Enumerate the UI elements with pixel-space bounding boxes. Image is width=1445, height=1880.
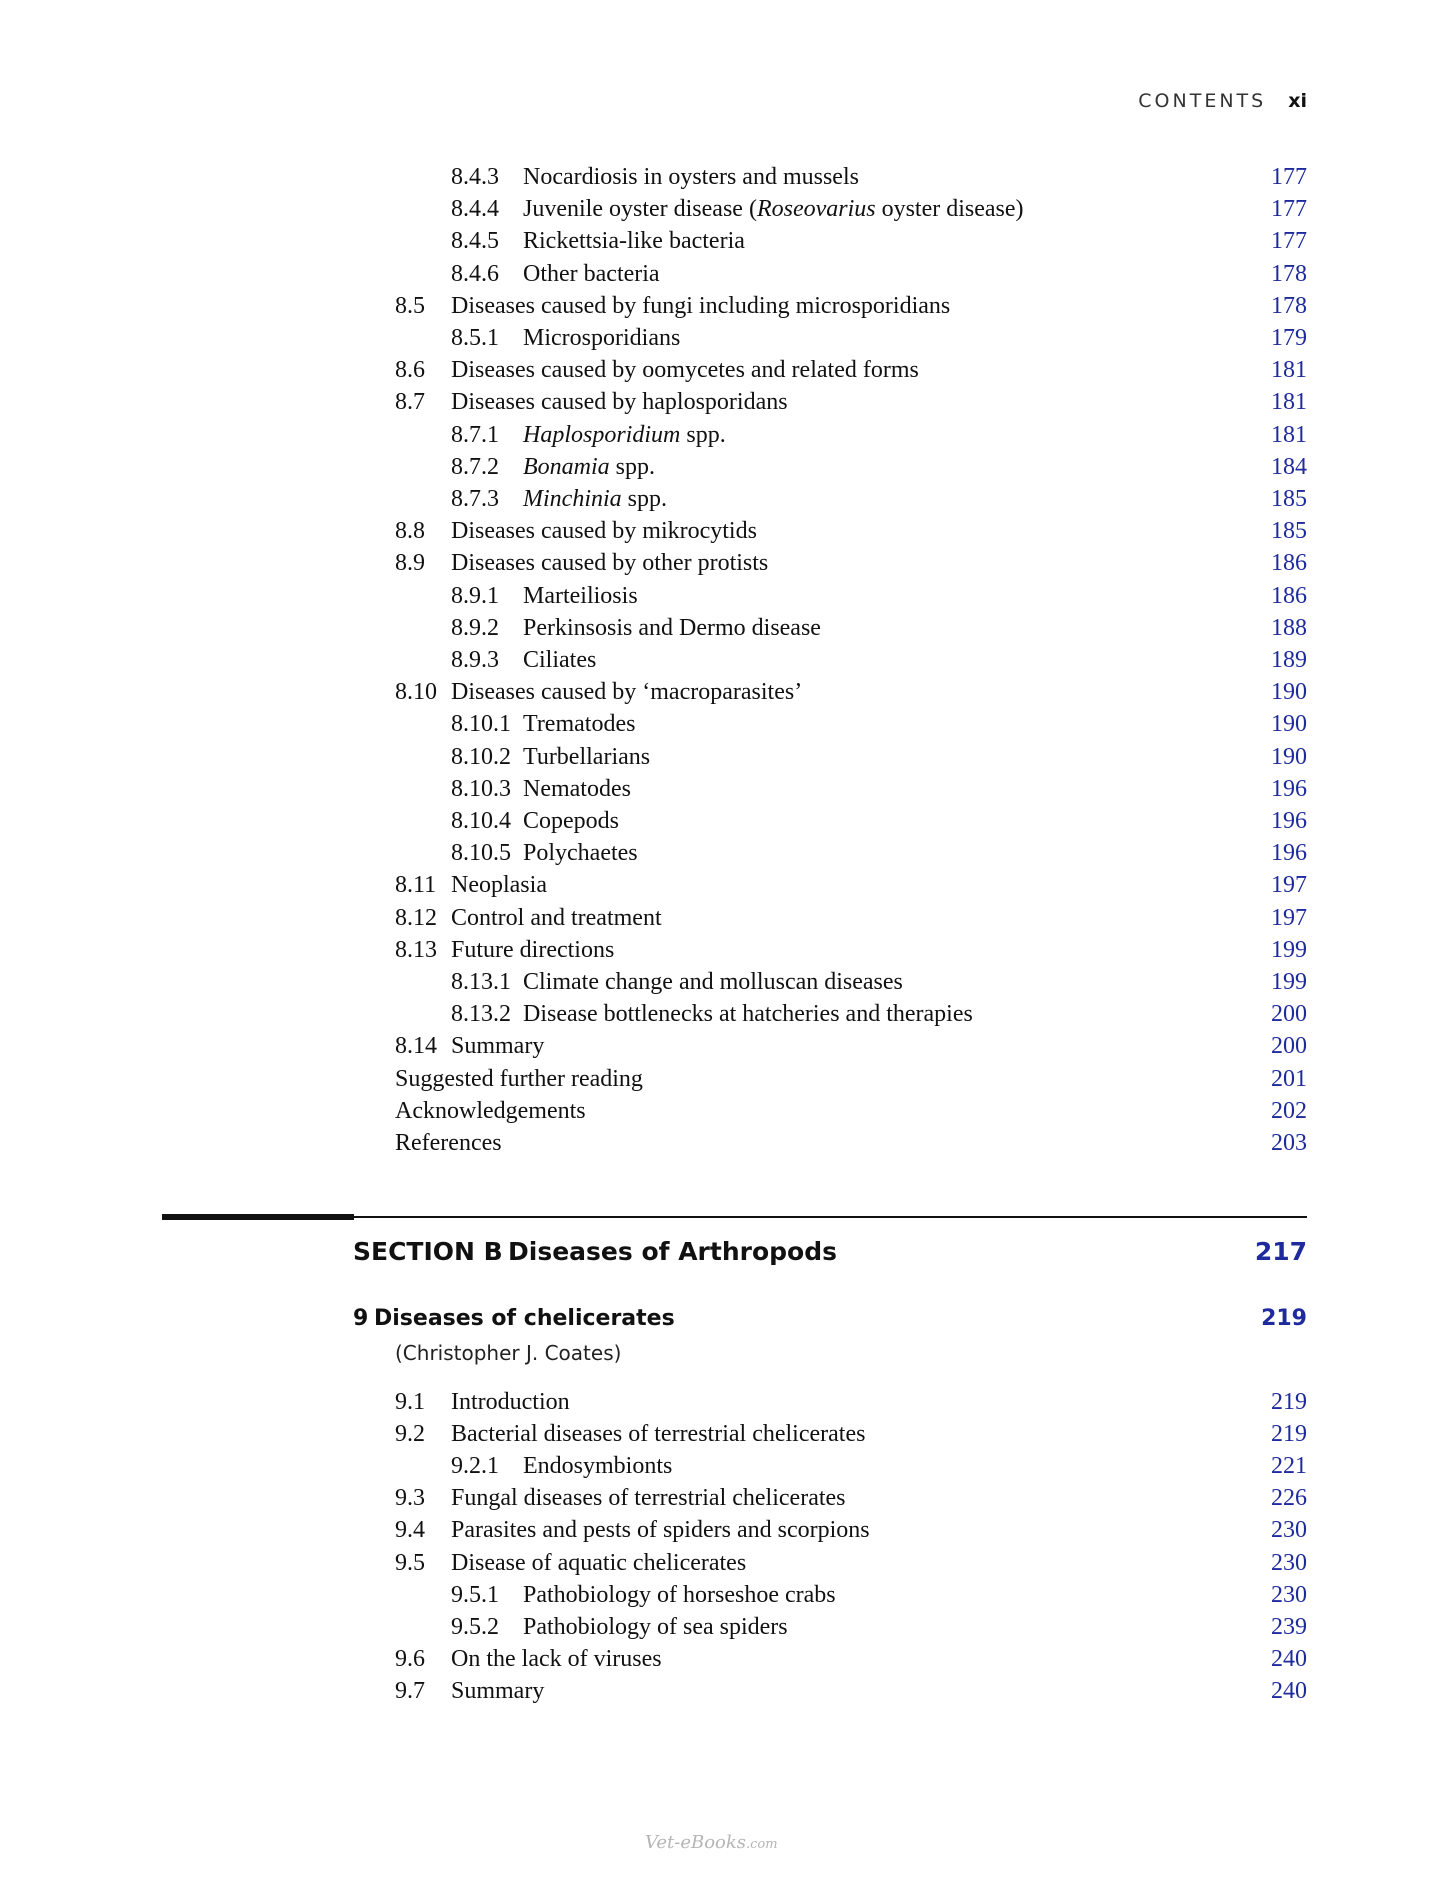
toc-entry[interactable] — [0, 805, 1445, 837]
toc-entry-number: 9.5.2 — [451, 1613, 499, 1640]
toc-entry-number: 8.10.5 — [451, 840, 511, 867]
toc-entry-page-number[interactable]: 200 — [1271, 1001, 1307, 1028]
toc-entry-title: Nocardiosis in oysters and mussels — [523, 164, 859, 190]
toc-entry-number: 8.10.2 — [451, 743, 511, 770]
toc-entry-number: 8.13 — [395, 936, 437, 963]
toc-entry-number: 9.2.1 — [451, 1453, 499, 1480]
toc-entry[interactable] — [0, 1450, 1445, 1482]
toc-entry-number: 8.7 — [395, 389, 425, 416]
toc-entry-number: 8.7.3 — [451, 486, 499, 512]
toc-entry-page-number[interactable]: 230 — [1271, 1549, 1307, 1576]
section-divider-thick — [162, 1214, 354, 1220]
section-divider — [352, 1216, 1307, 1218]
toc-entry[interactable] — [0, 1514, 1445, 1546]
toc-entry-page-number[interactable]: 196 — [1271, 808, 1307, 834]
toc-entry[interactable] — [0, 451, 1445, 483]
toc-entry-page-number[interactable]: 200 — [1271, 1033, 1307, 1060]
toc-entry[interactable] — [0, 644, 1445, 676]
toc-entry-number: 8.7.1 — [451, 421, 499, 448]
toc-entry-number: 8.4.3 — [451, 164, 499, 190]
toc-entry[interactable] — [0, 837, 1445, 869]
toc-entry-title: Summary — [451, 1677, 545, 1704]
toc-entry[interactable] — [0, 1063, 1445, 1095]
toc-entry-page-number[interactable]: 186 — [1271, 582, 1307, 609]
toc-entry-number: 9.6 — [395, 1645, 425, 1672]
toc-entry[interactable] — [0, 1643, 1445, 1675]
toc-entry-number: 9.3 — [395, 1485, 425, 1512]
toc-entry-title: Rickettsia-like bacteria — [523, 228, 745, 255]
watermark-logo — [645, 1832, 778, 1853]
toc-entry[interactable] — [0, 258, 1445, 290]
toc-entry-title: Turbellarians — [523, 743, 651, 770]
toc-entry-title: Pathobiology of sea spiders — [523, 1613, 788, 1640]
toc-entry-title: Copepods — [523, 808, 619, 834]
toc-entry-page-number[interactable]: 177 — [1271, 196, 1307, 223]
toc-entry-title: Introduction — [451, 1389, 570, 1415]
toc-entry-title: Parasites and pests of spiders and scorpions — [451, 1517, 870, 1544]
toc-entry-number: 8.7.2 — [451, 453, 499, 480]
toc-entry[interactable] — [0, 322, 1445, 354]
toc-entry-title: Diseases caused by other protists — [451, 550, 769, 577]
toc-entry-title: Microsporidians — [523, 325, 681, 351]
toc-entry-title: Marteiliosis — [523, 582, 638, 609]
toc-entry-number: 8.4.5 — [451, 228, 499, 255]
toc-entry-number: 8.9.3 — [451, 647, 499, 673]
toc-entry-number: 8.6 — [395, 357, 425, 384]
toc-entry-page-number[interactable]: 181 — [1271, 389, 1307, 416]
toc-entry[interactable] — [0, 1418, 1445, 1450]
toc-entry[interactable] — [0, 1675, 1445, 1707]
toc-entry[interactable] — [0, 547, 1445, 579]
toc-entry[interactable] — [0, 1095, 1445, 1127]
toc-entry[interactable] — [0, 1127, 1445, 1159]
toc-entry-number: 9.7 — [395, 1677, 425, 1704]
toc-entry-page-number[interactable]: 219 — [1271, 1389, 1307, 1415]
toc-entry-page-number[interactable]: 239 — [1271, 1613, 1307, 1640]
toc-entry[interactable] — [0, 225, 1445, 257]
running-head-label: CONTENTS — [1138, 90, 1267, 112]
toc-entry-page-number[interactable]: 184 — [1271, 453, 1307, 480]
toc-entry-page-number[interactable]: 201 — [1271, 1065, 1307, 1092]
toc-entry-title: Bacterial diseases of terrestrial chelicerates — [451, 1421, 866, 1448]
toc-entry[interactable] — [0, 1579, 1445, 1611]
toc-entry-number: 8.10.1 — [451, 711, 511, 738]
toc-entry-number: 8.9.2 — [451, 614, 499, 641]
toc-entry-title: Endosymbionts — [523, 1453, 673, 1480]
toc-entry-number: 8.5 — [395, 292, 425, 319]
toc-entry-number: 8.10 — [395, 679, 437, 706]
toc-entry-page-number[interactable]: 199 — [1271, 969, 1307, 995]
section-page-number[interactable]: 217 — [1254, 1237, 1307, 1266]
toc-entry[interactable] — [0, 773, 1445, 805]
toc-entry-number: 8.13.2 — [451, 1001, 511, 1028]
toc-entry-number: 8.10.3 — [451, 775, 511, 802]
toc-entry[interactable] — [0, 934, 1445, 966]
toc-entry-number: 8.12 — [395, 904, 437, 931]
toc-entry-page-number[interactable]: 226 — [1271, 1485, 1307, 1512]
toc-entry-page-number[interactable]: 240 — [1271, 1645, 1307, 1672]
toc-entry-page-number[interactable]: 196 — [1271, 840, 1307, 867]
toc-entry-page-number[interactable]: 221 — [1271, 1453, 1307, 1480]
toc-entry[interactable] — [0, 966, 1445, 998]
toc-entry-title: Diseases caused by haplosporidans — [451, 389, 788, 416]
toc-entry-number: 8.5.1 — [451, 325, 499, 351]
toc-entry-title: Diseases caused by mikrocytids — [451, 518, 757, 545]
toc-entry[interactable] — [0, 354, 1445, 386]
toc-entry-page-number[interactable]: 177 — [1271, 228, 1307, 255]
watermark-text: Vet-eBooks — [645, 1832, 747, 1853]
toc-entry-page-number[interactable]: 240 — [1271, 1677, 1307, 1704]
toc-entry[interactable] — [0, 708, 1445, 740]
toc-entry-number: 9.4 — [395, 1517, 425, 1544]
toc-entry-page-number[interactable]: 185 — [1271, 518, 1307, 545]
toc-entry-page-number[interactable]: 186 — [1271, 550, 1307, 577]
chapter-page-number[interactable]: 219 — [1261, 1306, 1307, 1331]
toc-entry-page-number[interactable]: 203 — [1271, 1130, 1307, 1156]
toc-entry-title: Minchinia spp. — [523, 486, 667, 512]
toc-entry-title: Disease bottlenecks at hatcheries and therapies — [523, 1001, 973, 1028]
toc-entry-number: 8.10.4 — [451, 808, 511, 834]
toc-entry[interactable] — [0, 161, 1445, 193]
toc-entry-title: Diseases caused by fungi including microsporidians — [451, 292, 951, 319]
toc-entry-title: Trematodes — [523, 711, 636, 738]
toc-entry-page-number[interactable]: 196 — [1271, 775, 1307, 802]
toc-entry[interactable] — [0, 193, 1445, 225]
toc-entry-number: 8.11 — [395, 872, 437, 899]
toc-entry-number: 8.14 — [395, 1033, 437, 1060]
toc-entry[interactable] — [0, 580, 1445, 612]
toc-entry[interactable] — [0, 1386, 1445, 1418]
toc-entry-title: Future directions — [451, 936, 615, 963]
toc-entry-page-number[interactable]: 197 — [1271, 872, 1307, 899]
section-title: Diseases of Arthropods — [508, 1237, 837, 1266]
toc-entry-page-number[interactable]: 178 — [1271, 292, 1307, 319]
toc-entry[interactable] — [0, 1547, 1445, 1579]
toc-entry-title: Control and treatment — [451, 904, 662, 931]
toc-entry-number: 9.5 — [395, 1549, 425, 1576]
toc-entry-number: 8.8 — [395, 518, 425, 545]
toc-entry-page-number[interactable]: 189 — [1271, 647, 1307, 673]
section-label: SECTION B — [353, 1237, 503, 1266]
toc-entry[interactable] — [0, 869, 1445, 901]
toc-entry[interactable] — [0, 1482, 1445, 1514]
toc-entry-number: 8.9.1 — [451, 582, 499, 609]
toc-entry-page-number[interactable]: 230 — [1271, 1581, 1307, 1608]
toc-entry-title: Juvenile oyster disease (Roseovarius oyster disease) — [523, 196, 1024, 223]
toc-entry-page-number[interactable]: 202 — [1271, 1097, 1307, 1124]
toc-entry-title: Suggested further reading — [395, 1065, 643, 1092]
toc-entry[interactable] — [0, 290, 1445, 322]
toc-entry-page-number[interactable]: 181 — [1271, 421, 1307, 448]
toc-entry-page-number[interactable]: 181 — [1271, 357, 1307, 384]
toc-entry[interactable] — [0, 612, 1445, 644]
chapter-author: (Christopher J. Coates) — [395, 1341, 622, 1365]
chapter-heading[interactable] — [0, 1303, 1445, 1335]
toc-entry-page-number[interactable]: 190 — [1271, 743, 1307, 770]
watermark-suffix: .com — [746, 1837, 778, 1852]
toc-entry[interactable] — [0, 386, 1445, 418]
toc-entry-title: Bonamia spp. — [523, 453, 656, 480]
toc-entry-title: Disease of aquatic chelicerates — [451, 1549, 747, 1576]
toc-entry-page-number[interactable]: 219 — [1271, 1421, 1307, 1448]
toc-entry-page-number[interactable]: 190 — [1271, 711, 1307, 738]
toc-entry[interactable] — [0, 1611, 1445, 1643]
toc-entry-title: Diseases caused by ‘macroparasites’ — [451, 679, 803, 706]
toc-entry-title: Ciliates — [523, 647, 597, 673]
toc-entry-title: Nematodes — [523, 775, 631, 802]
toc-entry-title: References — [395, 1130, 502, 1156]
toc-entry[interactable] — [0, 515, 1445, 547]
toc-entry-number: 8.9 — [395, 550, 425, 577]
toc-entry[interactable] — [0, 676, 1445, 708]
toc-entry-title: Acknowledgements — [395, 1097, 586, 1124]
toc-entry-page-number[interactable]: 178 — [1271, 260, 1307, 287]
toc-entry-title: On the lack of viruses — [451, 1645, 662, 1672]
section-heading[interactable] — [0, 1234, 1445, 1270]
toc-entry-page-number[interactable]: 188 — [1271, 614, 1307, 641]
toc-entry-title: Polychaetes — [523, 840, 638, 867]
toc-entry-number: 9.5.1 — [451, 1581, 499, 1608]
toc-entry-page-number[interactable]: 230 — [1271, 1517, 1307, 1544]
toc-entry-title: Pathobiology of horseshoe crabs — [523, 1581, 836, 1608]
toc-entry-number: 8.4.4 — [451, 196, 499, 223]
toc-entry-title: Fungal diseases of terrestrial chelicerates — [451, 1485, 846, 1512]
toc-entry-page-number[interactable]: 190 — [1271, 679, 1307, 706]
toc-entry[interactable] — [0, 998, 1445, 1030]
toc-entry-title: Haplosporidium spp. — [523, 421, 726, 448]
toc-entry-page-number[interactable]: 179 — [1271, 325, 1307, 351]
toc-entry-page-number[interactable]: 185 — [1271, 486, 1307, 512]
running-head-page: xi — [1288, 90, 1307, 112]
toc-entry-page-number[interactable]: 177 — [1271, 164, 1307, 190]
toc-entry-number: 8.4.6 — [451, 260, 499, 287]
toc-entry-title: Diseases caused by oomycetes and related forms — [451, 357, 919, 384]
toc-entry-page-number[interactable]: 197 — [1271, 904, 1307, 931]
toc-entry-number: 9.2 — [395, 1421, 425, 1448]
toc-entry-title: Summary — [451, 1033, 545, 1060]
toc-entry[interactable] — [0, 741, 1445, 773]
toc-entry[interactable] — [0, 483, 1445, 515]
toc-entry[interactable] — [0, 902, 1445, 934]
chapter-title: Diseases of chelicerates — [374, 1306, 675, 1331]
chapter-number: 9 — [353, 1306, 369, 1331]
toc-entry-title: Perkinsosis and Dermo disease — [523, 614, 821, 641]
toc-entry-number: 9.1 — [395, 1389, 425, 1415]
toc-entry-page-number[interactable]: 199 — [1271, 936, 1307, 963]
toc-entry-title: Climate change and molluscan diseases — [523, 969, 903, 995]
toc-entry[interactable] — [0, 1030, 1445, 1062]
running-head — [1138, 90, 1307, 112]
toc-entry-title: Neoplasia — [451, 872, 547, 899]
toc-entry-number: 8.13.1 — [451, 969, 511, 995]
toc-entry[interactable] — [0, 419, 1445, 451]
toc-entry-title: Other bacteria — [523, 260, 660, 287]
